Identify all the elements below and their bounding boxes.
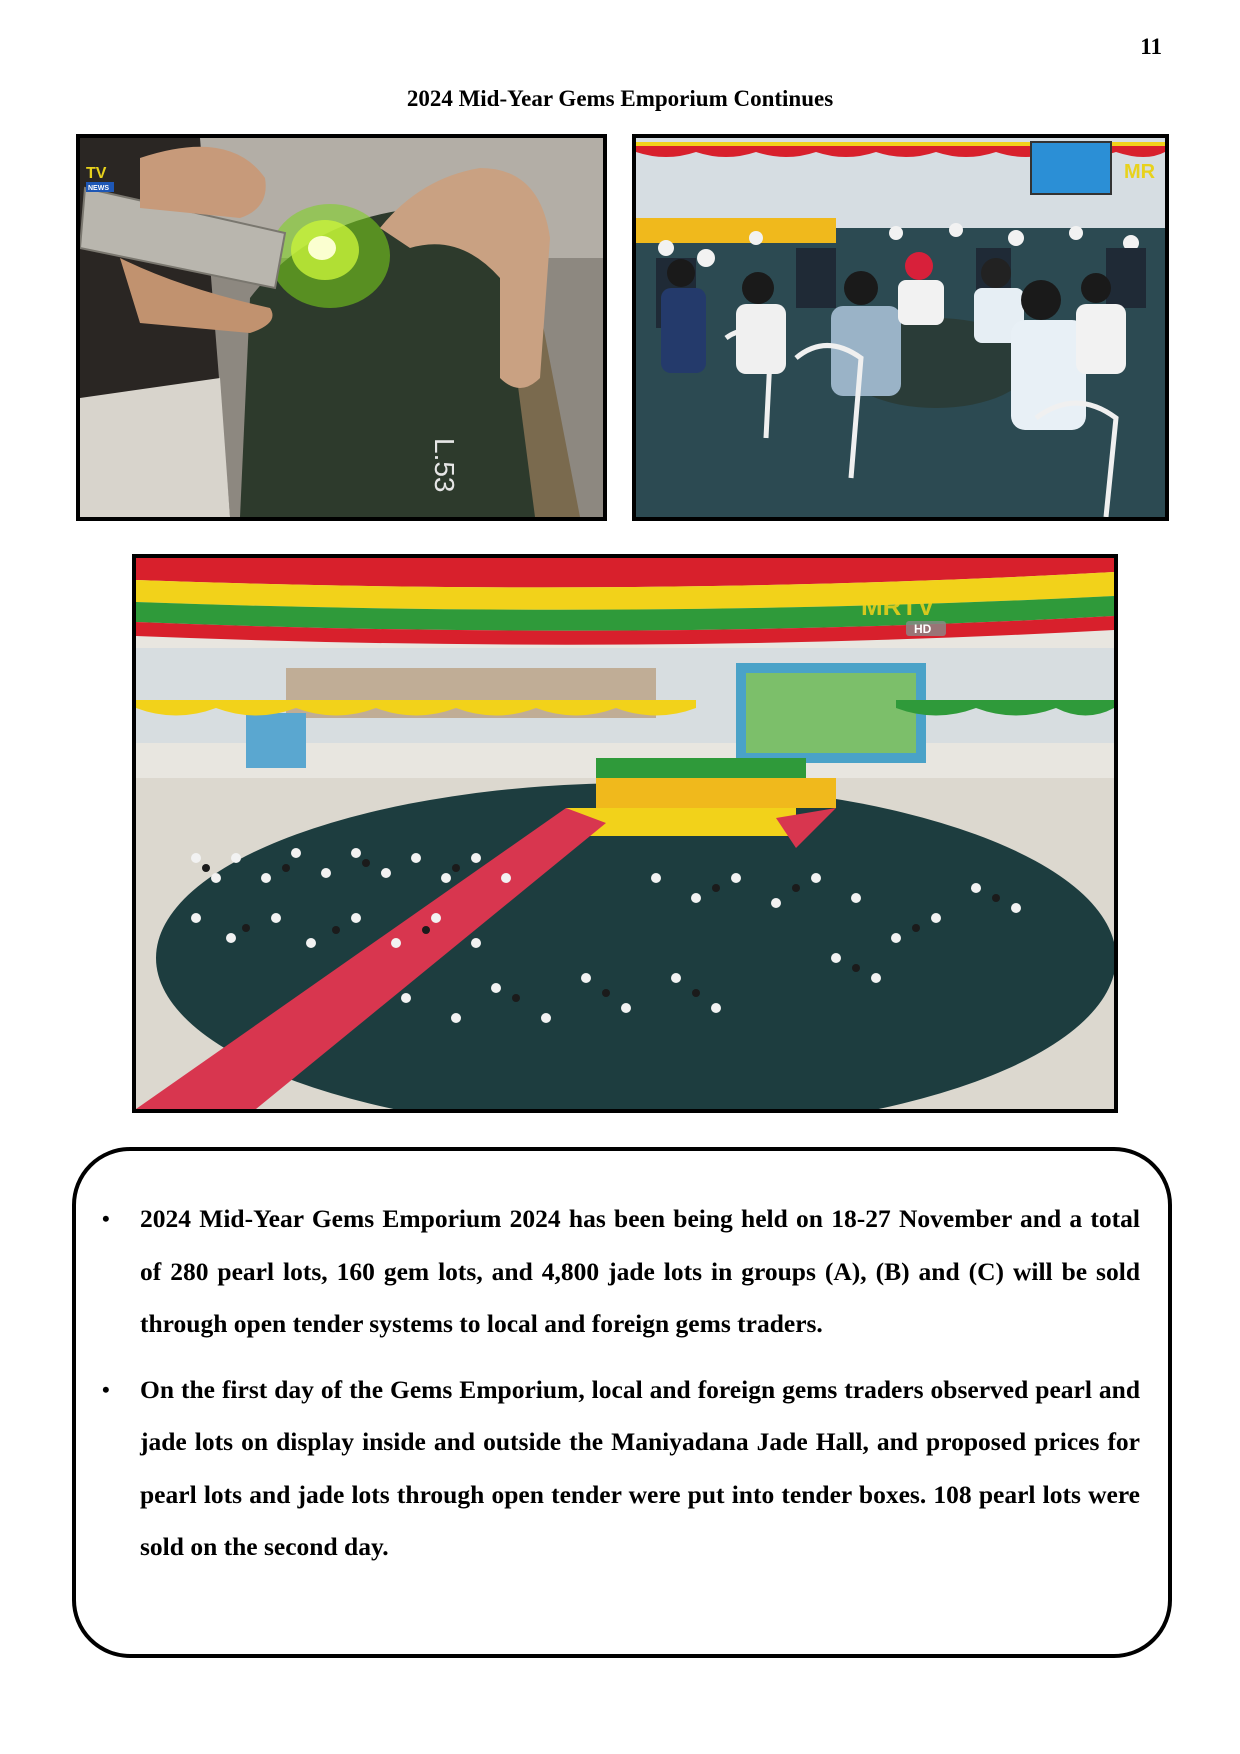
photo-hall-overview [132,554,1118,1113]
tv-news-logo [84,164,114,192]
traders-seated-image [636,138,1165,517]
photo-traders-seated [632,134,1169,521]
bullet-text: 2024 Mid-Year Gems Emporium 2024 has been being held on 18-27 November and a total of 280 pearl lots, 160 gem lots, and 4,800 jade lots in groups (A), (B) and (C) will be sold through open tender systems to local and foreign gems traders. [140,1204,1140,1338]
summary-box [72,1147,1172,1658]
bullet-item [102,1193,1140,1351]
summary-bullets [102,1193,1140,1587]
svg-text:HD: HD [914,622,932,636]
svg-text:NEWS: NEWS [88,185,109,192]
photo-jade-inspection [76,134,607,521]
svg-text:L.53: L.53 [429,438,460,493]
jade-inspection-image [80,138,603,517]
bullet-text: On the first day of the Gems Emporium, local and foreign gems traders observed pearl and jade lots on display inside and outside the Maniyadana Jade Hall, and proposed prices for pearl lots and jade lots through open tender were put into tender boxes. 108 pearl lots were sold on the second day. [140,1374,1140,1561]
page-title: 2024 Mid-Year Gems Emporium Continues [406,86,834,111]
svg-text:MRTV: MRTV [861,591,935,621]
bullet-icon: • [102,1206,110,1231]
page-number: 11 [1140,34,1162,59]
svg-text:MR: MR [1124,161,1156,183]
mrtv-logo-small [1124,161,1156,183]
bullet-icon: • [102,1376,110,1402]
bullet-item [102,1364,1140,1574]
svg-text:TV: TV [86,165,107,182]
hall-overview-image [136,558,1114,1109]
